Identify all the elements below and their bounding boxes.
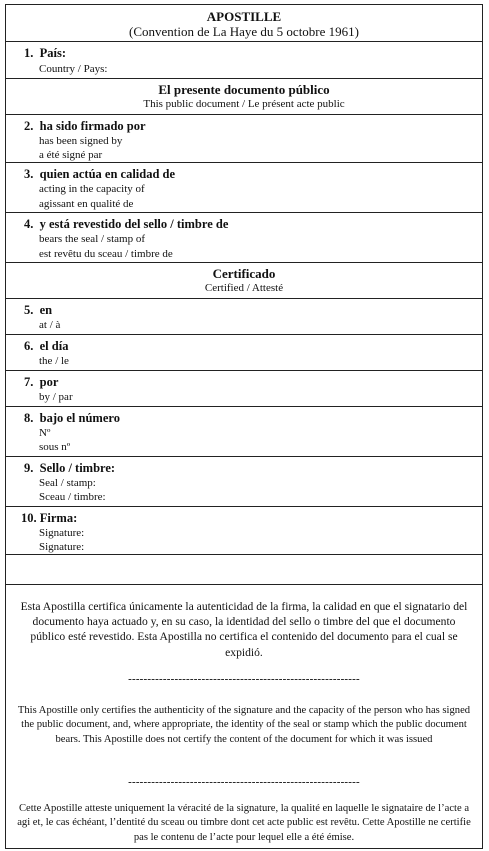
field-sub-1: acting in the capacity of bbox=[39, 183, 145, 195]
field-seal[interactable] bbox=[6, 456, 482, 506]
field-sub-2: a été signé par bbox=[39, 149, 103, 161]
separator: ------------------------------------------------------------ bbox=[128, 673, 360, 685]
note-spanish: Esta Apostilla certifica únicamente la autenticidad de la firma, la calidad en que el signatario del documento haya actuado y, en su caso, la identidad del sello o timbre del que el documento público esté revestido. Esta Apostilla no certifica el contenido del documento para el cual se expidió. bbox=[20, 600, 468, 659]
field-number: 4. bbox=[24, 217, 34, 231]
field-number: 8. bbox=[24, 411, 34, 425]
field-sub-1: Country / Pays: bbox=[39, 63, 108, 75]
field-number: 9. bbox=[24, 461, 34, 475]
header bbox=[6, 5, 482, 41]
field-number: 5. bbox=[24, 303, 34, 317]
field-label: País: bbox=[39, 46, 67, 60]
field-number: 6. bbox=[24, 339, 34, 353]
header-subtitle: (Convention de La Haye du 5 octobre 1961) bbox=[129, 24, 359, 39]
field-label: Firma: bbox=[39, 511, 78, 525]
field-country[interactable] bbox=[6, 41, 482, 78]
field-number-no[interactable] bbox=[6, 406, 482, 456]
note-english: This Apostille only certifies the authenticity of the signature and the capacity of the person who has signed the public document, and, where appropriate, the identity of the seal or stamp which the public document bears. This Apostille does not certify the content of the document for which it was issued bbox=[17, 705, 471, 745]
notes-block bbox=[6, 584, 482, 848]
field-sub-1: has been signed by bbox=[39, 135, 123, 147]
field-sub-1: by / par bbox=[39, 391, 73, 403]
field-at[interactable] bbox=[6, 298, 482, 334]
section-subtitle: This public document / Le présent acte public bbox=[143, 98, 345, 110]
section-title: El presente documento público bbox=[158, 82, 330, 97]
apostille-form bbox=[5, 4, 483, 849]
field-number: 3. bbox=[24, 167, 34, 181]
section-public-document bbox=[6, 78, 482, 114]
field-capacity[interactable] bbox=[6, 162, 482, 212]
field-signature[interactable] bbox=[6, 506, 482, 554]
blank-row bbox=[6, 554, 482, 584]
field-by[interactable] bbox=[6, 370, 482, 406]
header-title: APOSTILLE bbox=[206, 9, 282, 24]
separator: ------------------------------------------------------------ bbox=[128, 776, 360, 788]
section-title: Certificado bbox=[212, 266, 276, 281]
section-subtitle: Certified / Attesté bbox=[204, 282, 284, 294]
field-sub-1: the / le bbox=[39, 355, 69, 367]
field-number: 10. bbox=[21, 511, 37, 525]
field-signed-by[interactable] bbox=[6, 114, 482, 162]
field-sub-2: Signature: bbox=[39, 541, 85, 553]
field-sub-1: Signature: bbox=[39, 527, 85, 539]
field-number: 7. bbox=[24, 375, 34, 389]
field-label: en bbox=[39, 303, 53, 317]
field-sub-2: sous nº bbox=[39, 441, 71, 453]
field-label: Sello / timbre: bbox=[39, 461, 116, 475]
field-sub-1: Seal / stamp: bbox=[39, 477, 96, 489]
field-seal-stamp[interactable] bbox=[6, 212, 482, 262]
field-label: quien actúa en calidad de bbox=[39, 167, 176, 181]
field-label: por bbox=[39, 375, 59, 389]
field-sub-2: Sceau / timbre: bbox=[39, 491, 106, 503]
field-number: 1. bbox=[24, 46, 34, 60]
field-label: ha sido firmado por bbox=[39, 119, 146, 133]
field-number: 2. bbox=[24, 119, 34, 133]
field-date[interactable] bbox=[6, 334, 482, 370]
field-sub-1: Nº bbox=[39, 427, 51, 439]
note-french: Cette Apostille atteste uniquement la véracité de la signature, la qualité en laquelle le signataire de l’acte a agi et, le cas échéant, l’dentité du sceau ou timbre dont cet acte public est revêtu. Cette Apostille ne certifie pas le contenu de l’acte pour lequel elle a été émise. bbox=[17, 803, 471, 843]
field-sub-1: bears the seal / stamp of bbox=[39, 233, 145, 245]
field-label: bajo el número bbox=[39, 411, 120, 425]
field-sub-2: est revêtu du sceau / timbre de bbox=[39, 248, 173, 260]
field-label: el día bbox=[39, 339, 69, 353]
section-certified bbox=[6, 262, 482, 298]
field-label: y está revestido del sello / timbre de bbox=[39, 217, 229, 231]
field-sub-1: at / à bbox=[39, 319, 61, 331]
field-sub-2: agissant en qualité de bbox=[39, 198, 134, 210]
